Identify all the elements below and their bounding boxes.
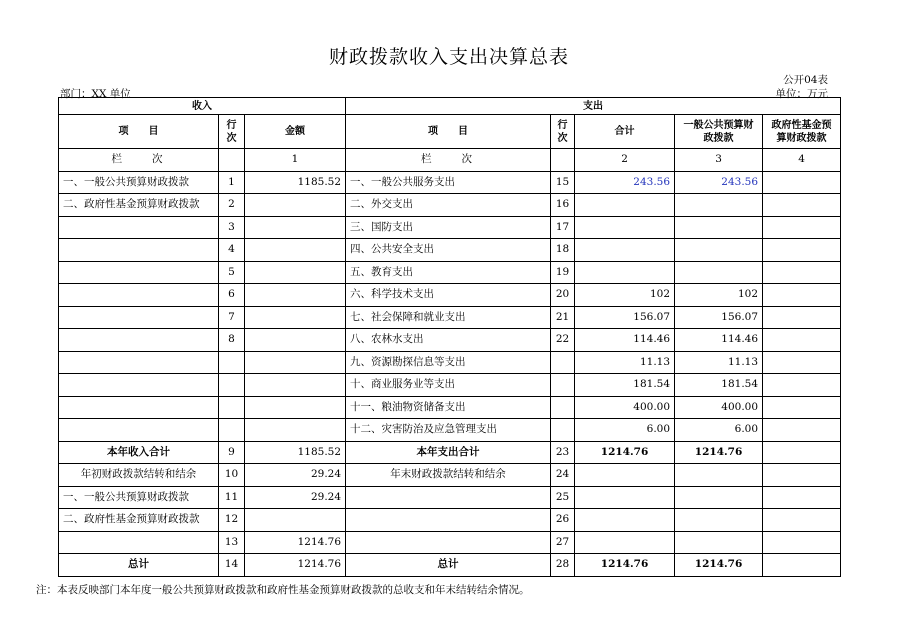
footnote: 注：本表反映部门本年度一般公共预算财政拨款和政府性基金预算财政拨款的总收支和年末结转结余情况。 <box>36 584 530 596</box>
expense-total <box>575 194 675 217</box>
income-row-no: 3 <box>219 216 245 239</box>
expense-item: 十一、粮油物资储备支出 <box>346 396 551 419</box>
expense-row-no: 23 <box>551 441 575 464</box>
expense-row-no: 20 <box>551 284 575 307</box>
expense-year-total-label: 本年支出合计 <box>346 441 551 464</box>
income-grand-total-label: 总计 <box>59 554 219 577</box>
income-grand-total-amount: 1214.76 <box>245 554 346 577</box>
expense-row-no: 15 <box>551 171 575 194</box>
income-row-no: 9 <box>219 441 245 464</box>
expense-row-no <box>551 351 575 374</box>
expense-fund <box>763 329 841 352</box>
table-row <box>59 261 841 284</box>
income-item <box>59 216 219 239</box>
income-row-no: 10 <box>219 464 245 487</box>
expense-fund <box>763 486 841 509</box>
col-number-3: 3 <box>675 149 763 172</box>
col-label-income: 栏 次 <box>59 149 219 172</box>
header-income-amount: 金额 <box>245 115 346 149</box>
income-row-no: 7 <box>219 306 245 329</box>
expense-fund <box>763 239 841 262</box>
expense-total <box>575 216 675 239</box>
table-row <box>59 306 841 329</box>
expense-grand-total: 1214.76 <box>575 554 675 577</box>
income-year-total-label: 本年收入合计 <box>59 441 219 464</box>
column-header-row <box>59 115 841 149</box>
income-row-no: 11 <box>219 486 245 509</box>
income-item <box>59 306 219 329</box>
form-number: 公开04表 <box>783 74 828 86</box>
header-expense-total: 合计 <box>575 115 675 149</box>
expense-general <box>675 216 763 239</box>
income-amount <box>245 216 346 239</box>
col-number-1: 1 <box>245 149 346 172</box>
carry-row <box>59 486 841 509</box>
grand-total-row <box>59 554 841 577</box>
income-row-no <box>219 351 245 374</box>
expense-year-general: 1214.76 <box>675 441 763 464</box>
expense-general: 102 <box>675 284 763 307</box>
carry-row <box>59 464 841 487</box>
expense-total <box>575 531 675 554</box>
income-amount <box>245 306 346 329</box>
col-number-4: 4 <box>763 149 841 172</box>
expense-row-no <box>551 396 575 419</box>
expense-item: 五、教育支出 <box>346 261 551 284</box>
income-item <box>59 419 219 442</box>
income-section-header: 收入 <box>59 98 346 115</box>
empty-cell <box>551 149 575 172</box>
table-row <box>59 171 841 194</box>
header-income-row-no: 行次 <box>219 115 245 149</box>
expense-row-no: 27 <box>551 531 575 554</box>
expense-total <box>575 509 675 532</box>
income-carry-item <box>59 531 219 554</box>
expense-row-no: 22 <box>551 329 575 352</box>
expense-row-no: 18 <box>551 239 575 262</box>
income-carry-item: 年初财政拨款结转和结余 <box>59 464 219 487</box>
income-carry-amount: 1214.76 <box>245 531 346 554</box>
expense-item: 十、商业服务业等支出 <box>346 374 551 397</box>
expense-general: 11.13 <box>675 351 763 374</box>
expense-fund <box>763 284 841 307</box>
expense-row-no: 25 <box>551 486 575 509</box>
income-row-no: 6 <box>219 284 245 307</box>
income-amount <box>245 396 346 419</box>
income-item <box>59 396 219 419</box>
expense-item: 三、国防支出 <box>346 216 551 239</box>
expense-fund <box>763 509 841 532</box>
expense-row-no: 17 <box>551 216 575 239</box>
expense-row-no: 19 <box>551 261 575 284</box>
expense-carry-item <box>346 486 551 509</box>
expense-carry-item <box>346 531 551 554</box>
table-row <box>59 396 841 419</box>
expense-item: 九、资源勘探信息等支出 <box>346 351 551 374</box>
expense-fund <box>763 419 841 442</box>
expense-total: 102 <box>575 284 675 307</box>
income-amount <box>245 374 346 397</box>
expense-total <box>575 261 675 284</box>
expense-item: 二、外交支出 <box>346 194 551 217</box>
income-amount <box>245 261 346 284</box>
expense-year-fund <box>763 441 841 464</box>
expense-fund <box>763 396 841 419</box>
table-row <box>59 351 841 374</box>
income-row-no: 14 <box>219 554 245 577</box>
income-item: 二、政府性基金预算财政拨款 <box>59 194 219 217</box>
income-item <box>59 351 219 374</box>
expense-total: 11.13 <box>575 351 675 374</box>
empty-cell <box>219 149 245 172</box>
income-carry-amount <box>245 509 346 532</box>
expense-item: 七、社会保障和就业支出 <box>346 306 551 329</box>
expense-general <box>675 464 763 487</box>
expense-total <box>575 486 675 509</box>
expense-total <box>575 239 675 262</box>
expense-year-total: 1214.76 <box>575 441 675 464</box>
income-row-no: 2 <box>219 194 245 217</box>
income-amount <box>245 351 346 374</box>
header-expense-row-no: 行次 <box>551 115 575 149</box>
table-row <box>59 216 841 239</box>
income-row-no: 4 <box>219 239 245 262</box>
income-row-no: 5 <box>219 261 245 284</box>
expense-grand-total-label: 总计 <box>346 554 551 577</box>
expense-fund <box>763 464 841 487</box>
expense-total: 156.07 <box>575 306 675 329</box>
header-income-item: 项 目 <box>59 115 219 149</box>
expense-fund <box>763 351 841 374</box>
expense-general <box>675 486 763 509</box>
table-row <box>59 329 841 352</box>
expense-row-no: 21 <box>551 306 575 329</box>
expense-total: 400.00 <box>575 396 675 419</box>
expense-item: 六、科学技术支出 <box>346 284 551 307</box>
header-expense-fund: 政府性基金预算财政拨款 <box>763 115 841 149</box>
income-item <box>59 374 219 397</box>
income-row-no: 12 <box>219 509 245 532</box>
expense-row-no <box>551 419 575 442</box>
income-year-total-amount: 1185.52 <box>245 441 346 464</box>
income-amount <box>245 239 346 262</box>
expense-general: 243.56 <box>675 171 763 194</box>
table-row <box>59 194 841 217</box>
expense-general: 114.46 <box>675 329 763 352</box>
income-amount: 1185.52 <box>245 171 346 194</box>
income-amount <box>245 329 346 352</box>
expense-fund <box>763 261 841 284</box>
expense-total: 181.54 <box>575 374 675 397</box>
expense-general: 6.00 <box>675 419 763 442</box>
expense-grand-fund <box>763 554 841 577</box>
expense-section-header: 支出 <box>346 98 841 115</box>
income-item: 一、一般公共预算财政拨款 <box>59 171 219 194</box>
expense-item: 八、农林水支出 <box>346 329 551 352</box>
expense-total: 114.46 <box>575 329 675 352</box>
income-amount <box>245 284 346 307</box>
expense-fund <box>763 216 841 239</box>
table-row <box>59 419 841 442</box>
col-number-2: 2 <box>575 149 675 172</box>
income-amount <box>245 419 346 442</box>
header-expense-general: 一般公共预算财政拨款 <box>675 115 763 149</box>
income-item <box>59 239 219 262</box>
income-row-no: 1 <box>219 171 245 194</box>
income-row-no: 8 <box>219 329 245 352</box>
expense-item: 四、公共安全支出 <box>346 239 551 262</box>
year-total-row <box>59 441 841 464</box>
expense-general <box>675 509 763 532</box>
expense-fund <box>763 194 841 217</box>
department-label: 部门：XX 单位 <box>60 88 131 100</box>
expense-carry-item <box>346 509 551 532</box>
expense-fund <box>763 171 841 194</box>
income-row-no: 13 <box>219 531 245 554</box>
expense-general <box>675 531 763 554</box>
report-title: 财政拨款收入支出决算总表 <box>328 46 569 68</box>
expense-row-no: 26 <box>551 509 575 532</box>
expense-carry-item: 年末财政拨款结转和结余 <box>346 464 551 487</box>
table-row <box>59 374 841 397</box>
income-amount <box>245 194 346 217</box>
carry-row <box>59 509 841 532</box>
col-label-expense: 栏 次 <box>346 149 551 172</box>
expense-general: 156.07 <box>675 306 763 329</box>
expense-row-no <box>551 374 575 397</box>
expense-row-no: 16 <box>551 194 575 217</box>
expense-general <box>675 261 763 284</box>
expense-total: 6.00 <box>575 419 675 442</box>
income-row-no <box>219 374 245 397</box>
income-carry-item: 二、政府性基金预算财政拨款 <box>59 509 219 532</box>
income-item <box>59 329 219 352</box>
income-carry-amount: 29.24 <box>245 486 346 509</box>
expense-grand-general: 1214.76 <box>675 554 763 577</box>
expense-general <box>675 194 763 217</box>
carry-row <box>59 531 841 554</box>
expense-general: 400.00 <box>675 396 763 419</box>
expense-general <box>675 239 763 262</box>
expense-row-no: 28 <box>551 554 575 577</box>
expense-total: 243.56 <box>575 171 675 194</box>
section-header-row <box>59 98 841 115</box>
table-row <box>59 239 841 262</box>
table-row <box>59 284 841 307</box>
expense-fund <box>763 531 841 554</box>
expense-general: 181.54 <box>675 374 763 397</box>
expense-row-no: 24 <box>551 464 575 487</box>
header-expense-item: 项 目 <box>346 115 551 149</box>
income-carry-amount: 29.24 <box>245 464 346 487</box>
column-number-row <box>59 149 841 172</box>
expense-fund <box>763 306 841 329</box>
income-carry-item: 一、一般公共预算财政拨款 <box>59 486 219 509</box>
expense-item: 十二、灾害防治及应急管理支出 <box>346 419 551 442</box>
income-item <box>59 261 219 284</box>
unit-label: 单位：万元 <box>775 88 828 100</box>
expense-item: 一、一般公共服务支出 <box>346 171 551 194</box>
expense-total <box>575 464 675 487</box>
income-item <box>59 284 219 307</box>
expense-fund <box>763 374 841 397</box>
income-row-no <box>219 419 245 442</box>
income-row-no <box>219 396 245 419</box>
budget-summary-table <box>58 97 841 577</box>
